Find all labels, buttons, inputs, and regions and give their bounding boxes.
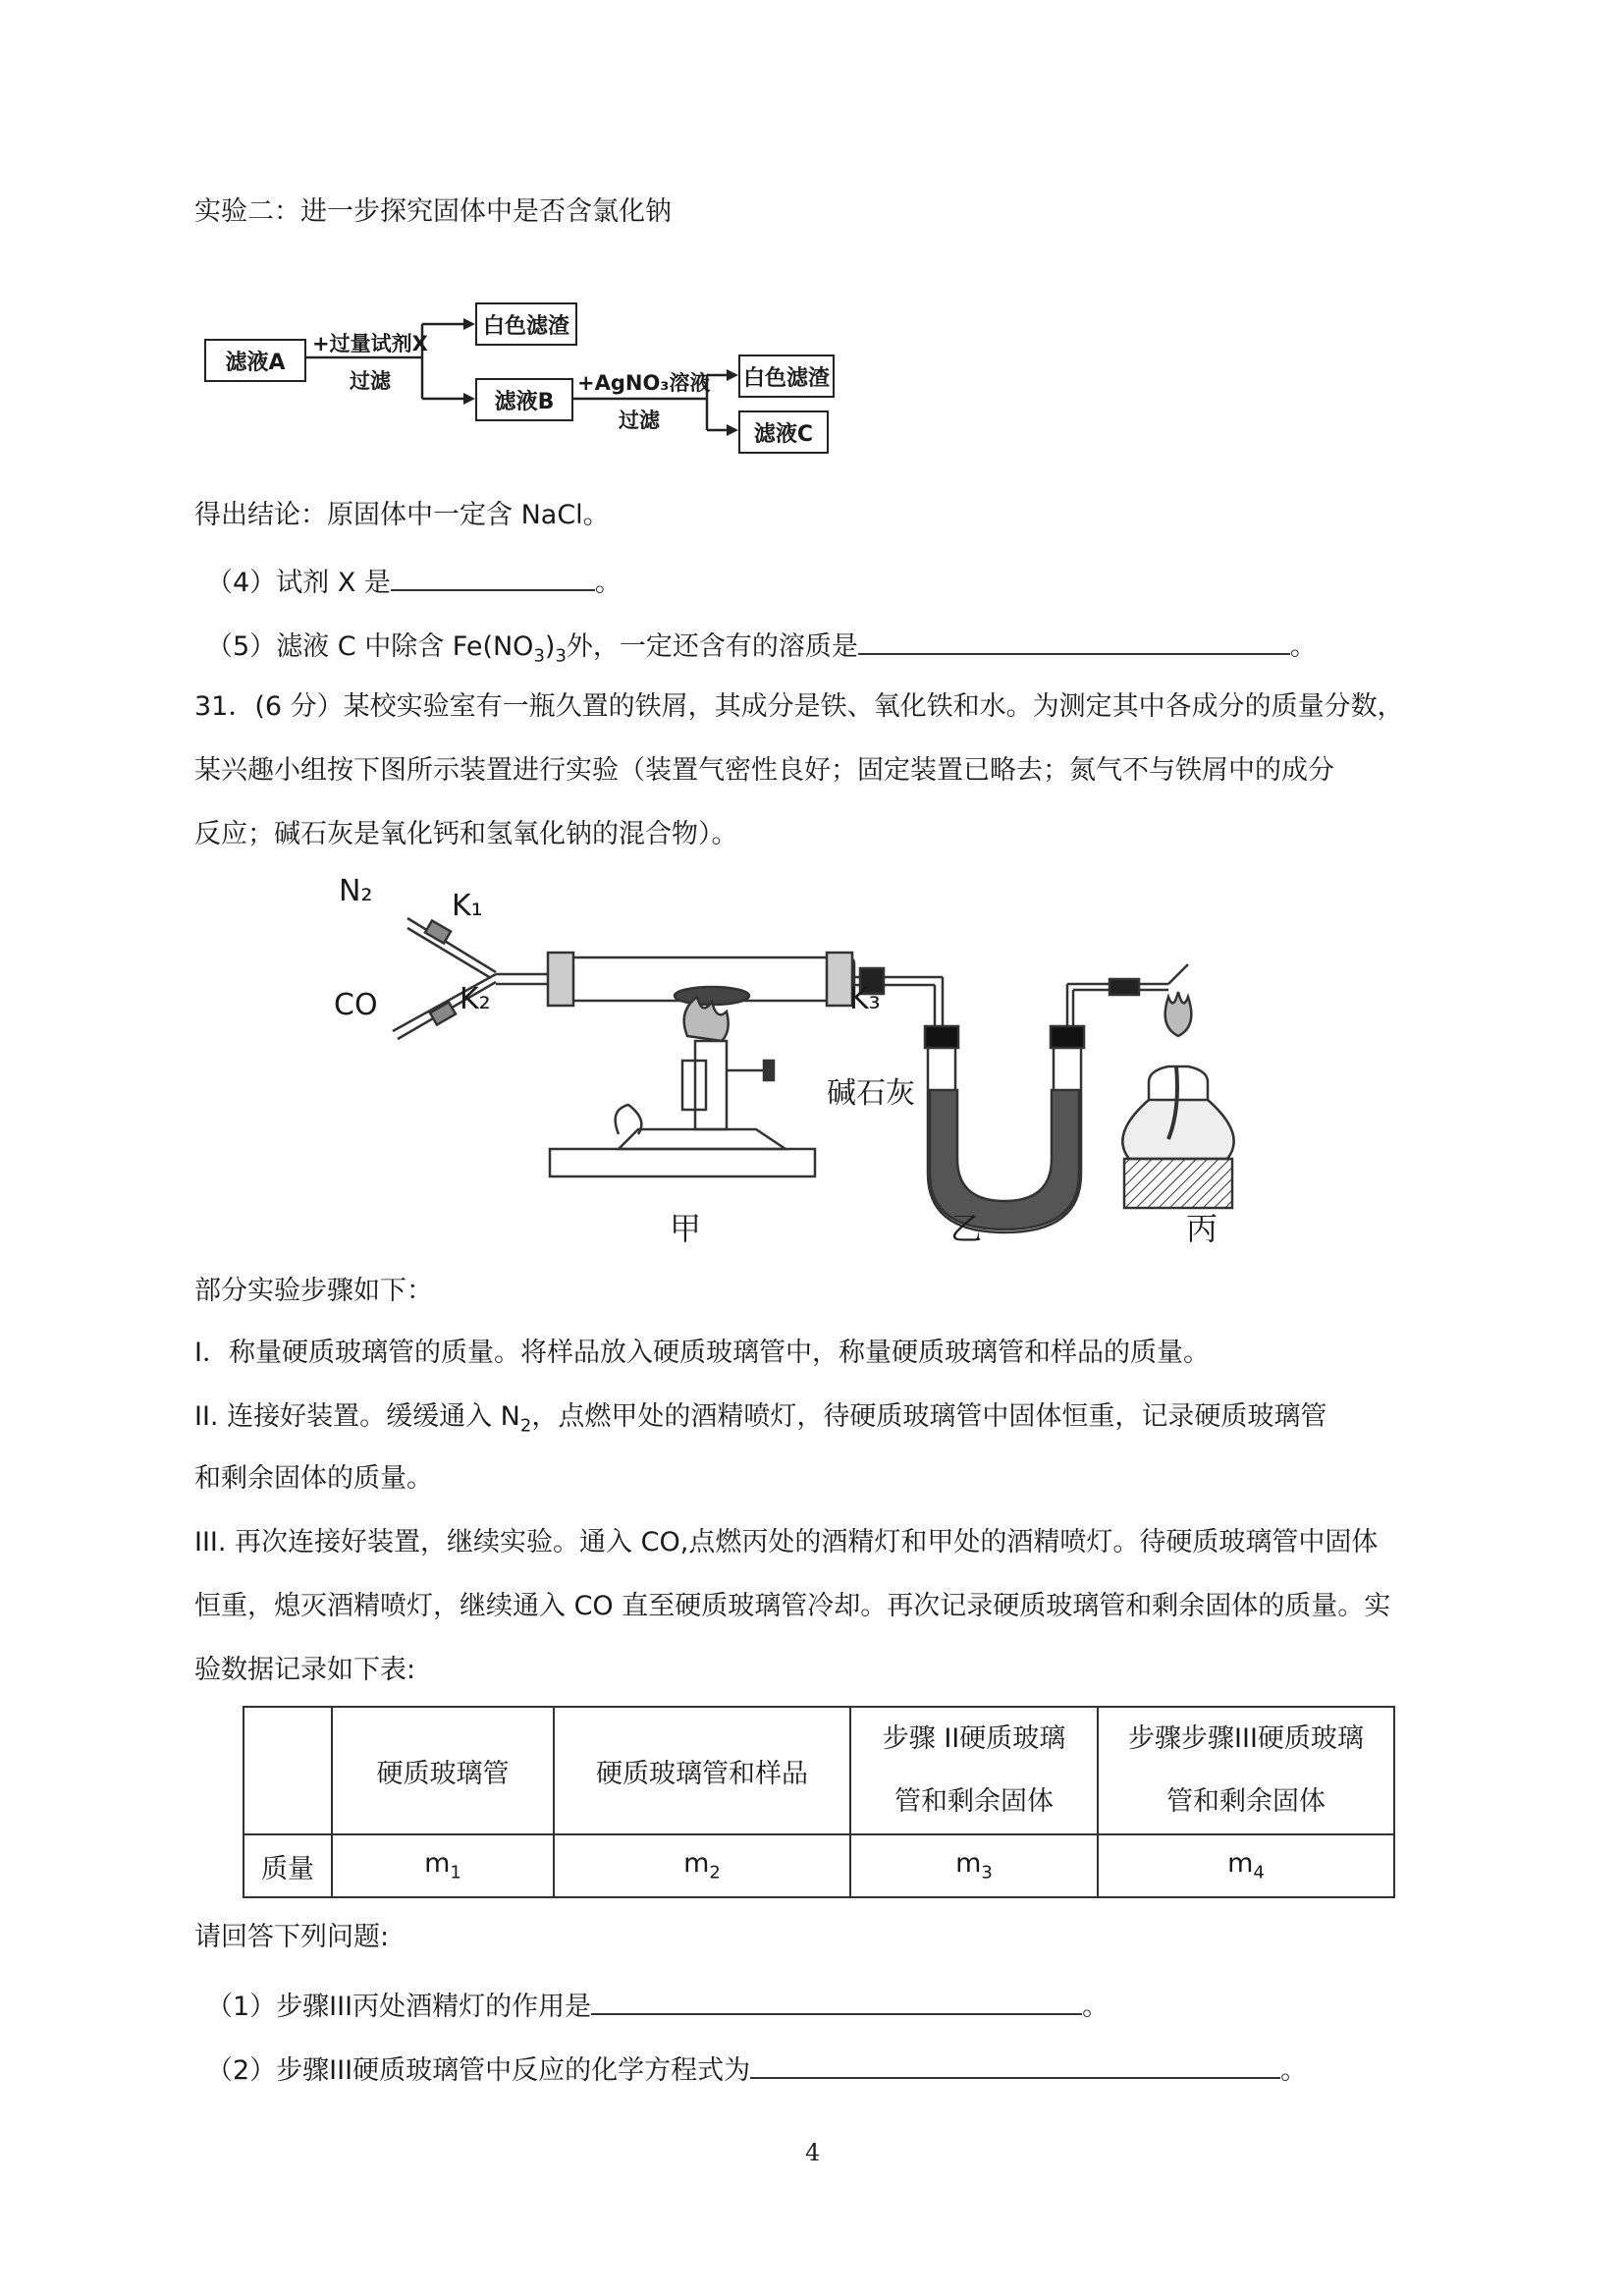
q5-answer-blank[interactable] [858, 626, 1290, 655]
step2-a: II. 连接好装置。缓缓通入 N [194, 1401, 520, 1432]
header-step3-a: 步骤步骤III硬质玻璃 [1128, 1723, 1364, 1754]
q5-text1: 滤液 C 中除含 Fe(NO [276, 631, 534, 662]
soda-lime-label: 碱石灰 [827, 1076, 915, 1111]
filter2-label: 过滤 [619, 409, 660, 432]
m4-sub: 4 [1253, 1862, 1265, 1884]
m3-symbol: m [955, 1848, 982, 1880]
agno3-label: +AgNO₃溶液 [577, 371, 711, 395]
header-tube-sample: 硬质玻璃管和样品 [554, 1707, 850, 1834]
q5-end: 。 [1289, 631, 1317, 662]
table-corner [244, 1707, 332, 1834]
steps-intro: 部分实验步骤如下： [194, 1276, 433, 1306]
row-label: 质量 [244, 1834, 332, 1897]
a2-end: 。 [1280, 2055, 1308, 2086]
header-step3-b: 管和剩余固体 [1166, 1786, 1326, 1817]
a1-text: 步骤III丙处酒精灯的作用是 [276, 1992, 592, 2022]
exp2-title: 实验二：进一步探究固体中是否含氯化钠 [194, 196, 672, 227]
cell-m4 [1098, 1834, 1394, 1897]
q4-num: （4） [206, 568, 277, 598]
answer-2 [206, 2049, 1307, 2089]
a1-end: 。 [1082, 1992, 1110, 2022]
k3-label: K₃ [849, 982, 881, 1016]
white-residue2-box: 白色滤渣 [738, 355, 835, 398]
table-row [244, 1834, 1394, 1897]
question-4 [206, 562, 622, 601]
q5-sub: 3 [533, 645, 545, 667]
a2-text: 步骤III硬质玻璃管中反应的化学方程式为 [276, 2055, 751, 2086]
m3-sub: 3 [981, 1862, 993, 1884]
k1-label: K₁ [452, 889, 483, 923]
n2-label: N₂ [339, 874, 373, 908]
label-bing: 丙 [1186, 1210, 1218, 1247]
m2-symbol: m [683, 1848, 710, 1880]
q5-text2: ) [544, 631, 556, 662]
step-2-line2: 和剩余固体的质量。 [194, 1463, 433, 1494]
q4-answer-blank[interactable] [391, 562, 595, 591]
header-step2-a: 步骤 II硬质玻璃 [882, 1723, 1066, 1754]
cell-m1 [332, 1834, 554, 1897]
cell-m2 [554, 1834, 850, 1897]
apparatus-drawing [324, 864, 1286, 1257]
k2-label: K₂ [460, 982, 491, 1016]
m4-symbol: m [1227, 1848, 1254, 1880]
answer-intro: 请回答下列问题: [194, 1922, 390, 1952]
q31-line1: 31．(6 分）某校实验室有一瓶久置的铁屑，其成分是铁、氧化铁和水。为测定其中各成分的质量分数， [194, 691, 1404, 722]
filtrate-c-box: 滤液C [738, 410, 829, 454]
a1-answer-blank[interactable] [591, 1986, 1082, 2015]
label-jia: 甲 [670, 1210, 702, 1247]
label-yi: 乙 [950, 1210, 983, 1247]
q31-line3: 反应；碱石灰是氧化钙和氢氧化钠的混合物）。 [194, 819, 738, 849]
question-5 [206, 626, 1317, 674]
m1-sub: 1 [450, 1862, 461, 1884]
answer-1 [206, 1986, 1109, 2025]
filtrate-a-box: 滤液A [204, 339, 306, 382]
q5-sub2: 3 [555, 645, 567, 667]
q4-text: 试剂 X 是 [276, 568, 391, 598]
step-3-line1: III. 再次连接好装置，继续实验。通入 CO,点燃丙处的酒精灯和甲处的酒精喷灯。待硬质玻璃管中固体 [194, 1527, 1379, 1557]
header-step3 [1098, 1707, 1394, 1834]
data-table [243, 1706, 1395, 1898]
step2-b: ，点燃甲处的酒精喷灯，待硬质玻璃管中固体恒重，记录硬质玻璃管 [531, 1401, 1327, 1432]
filtrate-b-box: 滤液B [475, 378, 573, 421]
step-2-line1 [194, 1399, 1326, 1444]
co-label: CO [334, 988, 378, 1022]
a2-answer-blank[interactable] [750, 2049, 1280, 2079]
a1-num: （1） [206, 1992, 277, 2022]
header-tube: 硬质玻璃管 [332, 1707, 554, 1834]
q31-line2: 某兴趣小组按下图所示装置进行实验（装置气密性良好；固定装置已略去；氮气不与铁屑中的成分 [194, 755, 1334, 786]
q5-text3: 外，一定还含有的溶质是 [566, 631, 858, 662]
header-step2 [850, 1707, 1098, 1834]
step2-sub: 2 [519, 1415, 532, 1437]
table-header-row [244, 1707, 1394, 1834]
m2-sub: 2 [709, 1862, 721, 1884]
page-number: 4 [805, 2139, 821, 2166]
step-3-line2: 恒重，熄灭酒精喷灯，继续通入 CO 直至硬质玻璃管冷却。再次记录硬质玻璃管和剩余固体的质量。实 [194, 1591, 1391, 1621]
step-1: Ⅰ．称量硬质玻璃管的质量。将样品放入硬质玻璃管中，称量硬质玻璃管和样品的质量。 [194, 1338, 1210, 1368]
reagent-x-label: +过量试剂X [312, 332, 428, 355]
q5-num: （5） [206, 631, 277, 662]
header-step2-b: 管和剩余固体 [894, 1786, 1054, 1817]
filter1-label: 过滤 [350, 369, 391, 393]
m1-symbol: m [424, 1848, 451, 1880]
a2-num: （2） [206, 2055, 277, 2086]
cell-m3 [850, 1834, 1098, 1897]
step-3-line3: 验数据记录如下表: [194, 1655, 416, 1685]
q4-end: 。 [594, 568, 622, 598]
white-residue1-box: 白色滤渣 [475, 302, 577, 346]
conclusion: 得出结论：原固体中一定含 NaCl。 [194, 500, 610, 530]
